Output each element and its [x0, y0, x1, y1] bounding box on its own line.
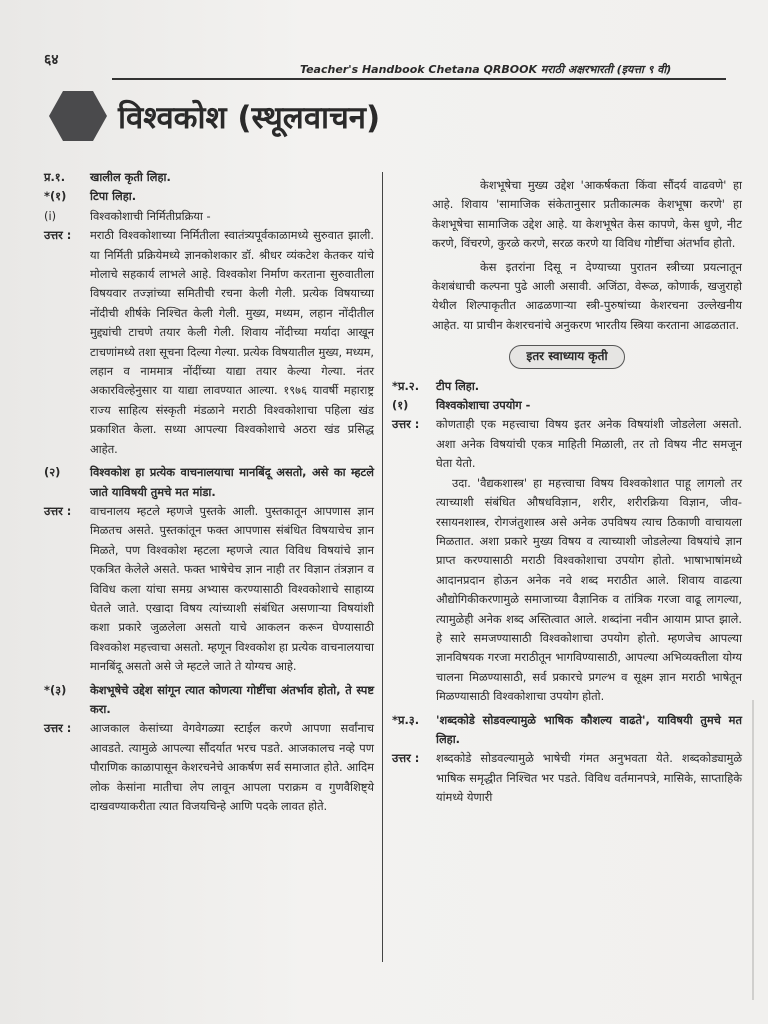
question-2: (२) विश्वकोश हा प्रत्येक वाचनालयाचा मानबिंदू असतो, असे का म्हटले जाते याविषयी तुमचे मत मांडा.	[44, 465, 374, 499]
section-title: इतर स्वाध्याय कृती	[509, 345, 624, 368]
hexagon-icon	[48, 90, 108, 142]
chapter-title: विश्वकोश (स्थूलवाचन)	[118, 100, 381, 136]
question-2-1: (१) विश्वकोशाचा उपयोग -	[392, 398, 531, 413]
answer-2: उत्तर : वाचनालय म्हटले म्हणजे पुस्तके आली. पुस्तकातून आपणास ज्ञान मिळतच असते. पुस्तकांतून फक्त आपणास संबंधित विषयाचेच ज्ञान मिळते, पण विश्वकोश म्हटला म्हणजे त्यात विविध विषयांचे ज्ञान एकत्रित केलेले असते. फक्त भाषेचेच ज्ञान नाही तर विज्ञान तंत्रज्ञान व विविध कला यांचा समग्र अभ्यास करण्यासाठी विश्वकोशाचे साहाय्य घेतले जाते. एखादा विषय त्यांच्याशी संबंधित असणाऱ्या विषयांशी कशा प्रकारे जुळलेला असतो याचे आकलन करून घेण्यासाठी विश्वकोश महत्त्वाचा असतो. म्हणून विश्वकोश हा प्रत्येक वाचनालयाचा मानबिंदू असतो असे जे म्हटले जाते ते योग्यच आहे.	[44, 503, 374, 674]
left-column	[44, 168, 374, 816]
section-heading	[392, 345, 742, 368]
answer-1: उत्तर : मराठी विश्वकोशाच्या निर्मितीला स्वातंत्र्यपूर्वकाळामध्ये सुरुवात झाली. या निर्मिती प्रक्रियेमध्ये ज्ञानकोशकार डॉ. श्रीधर व्यंकटेश केतकर यांचे मोलाचे सहकार्य लाभले आहे. विश्वकोश निर्माण करताना सुरुवातीला विषयवार तज्ज्ञांच्या समितीची रचना केली गेली. प्रत्येक विषयाच्या नोंदीची शीर्षके निश्चित केली गेली. मुख्य, मध्यम, लहान नोंदीतील मुद्द्यांची टाचणे तयार केली गेली. शिवाय नोंदीच्या मर्यादा आखून टाचणांमध्ये तशा सूचना दिल्या गेल्या. प्रत्येक विषयातील मुख्य, मध्यम, लहान व नाममात्र नोंदींच्या याद्या तयार केल्या गेल्या. नंतर अकारविल्हेनुसार या याद्या लावण्यात आल्या. १९७६ यावर्षी महाराष्ट्र राज्य साहित्य संस्कृती मंडळाने मराठी विश्वकोशाचा पहिला खंड प्रकाशित केला. सध्या आपल्या विश्वकोशाचे अठरा खंड प्रसिद्ध आहेत.	[44, 228, 374, 456]
answer-2-1: उत्तर : कोणताही एक महत्त्वाचा विषय इतर अनेक विषयांशी जोडलेला असतो. अशा अनेक विषयांची एकत्र माहिती मिळाली, तर तो विषय नीट समजून घेता येतो.	[392, 417, 742, 471]
question-1a: *(१) टिपा लिहा.	[44, 189, 137, 204]
question-3: *प्र.३. 'शब्दकोडे सोडवल्यामुळे भाषिक कौशल्य वाढते', याविषयी तुमचे मत लिहा.	[392, 712, 742, 746]
column-divider	[382, 172, 383, 962]
answer-3: उत्तर : शब्दकोडे सोडवल्यामुळे भाषेची गंमत अनुभवता येते. शब्दकोड्यामुळे भाषिक समृद्धीत निश्चित भर पडते. विविध वर्तमानपत्रे, मासिके, साप्ताहिके यांमध्ये येणारी	[392, 751, 742, 805]
paragraph: केस इतरांना दिसू न देण्याच्या पुरातन स्त्रीच्या प्रयत्नातून केशबंधाची कल्पना पुढे आली असावी. अजिंठा, वेरूळ, कोणार्क, खजुराहो येथील शिल्पाकृतीत आढळणाऱ्या स्त्री-पुरुषांच्या केशरचना उल्लेखनीय आहेत. या प्राचीन केशरचनांचे अनुकरण भारतीय स्त्रिया करताना आढळतात.	[432, 259, 742, 332]
question-1: प्र.१. खालील कृती लिहा.	[44, 170, 171, 184]
question-2: *प्र.२. टीप लिहा.	[392, 378, 480, 393]
page-edge	[752, 700, 754, 1000]
page-number: ६४	[44, 52, 59, 68]
running-header: Teacher's Handbook Chetana QRBOOK मराठी अक्षरभारती (इयत्ता ९ वी)	[300, 63, 672, 76]
sub-question-i: (i) विश्वकोशाची निर्मितीप्रक्रिया -	[44, 208, 211, 223]
paragraph: केशभूषेचा मुख्य उद्देश 'आकर्षकता किंवा सौंदर्य वाढवणे' हा आहे. शिवाय 'सामाजिक संकेतानुसार प्रतीकात्मक केशभूषा करणे' हा केशभूषेचा सामाजिक उद्देश आहे. या केशभूषेत केस कापणे, केस धुणे, नीट करणे, विंचरणे, कुरळे करणे, सरळ करणे या विविध गोष्टींचा अंतर्भाव होतो.	[432, 178, 742, 251]
header-rule	[112, 78, 726, 80]
answer-3: उत्तर : आजकाल केसांच्या वेगवेगळ्या स्टाईल करणे आपणा सर्वांनाच आवडते. त्यामुळे आपल्या सौंदर्यात भरच पडते. आजकालच नव्हे पण पौराणिक काळापासून केशरचनेचे आकर्षण सर्व समाजात होते. आदिम लोक केसांना मातीचा लेप लावून आपला पराक्रम व गुणवैशिष्ट्ये दाखवण्याकरीता त्यात विजयचिन्हे आणि पदके लावत होते.	[44, 721, 374, 813]
right-column	[392, 176, 742, 808]
paragraph: उदा. 'वैद्यकशास्त्र' हा महत्त्वाचा विषय विश्वकोशात पाहू लागलो तर त्याच्याशी संबंधित औषधविज्ञान, शरीर, शरीरक्रिया विज्ञान, जीव-रसायनशास्त्र, रोगजंतुशास्त्र असे अनेक उपविषय त्याच ठिकाणी वाचायला मिळतात. अशा प्रकारे मुख्य विषय व त्याच्याशी जोडलेल्या विषयांचे ज्ञान प्राप्त करण्यासाठी मराठी विश्वकोशाचा उपयोग होतो. भाषाभाषांमध्ये आदानप्रदान होऊन अनेक नवे शब्द मराठीत आले. शिवाय वाढत्या औद्योगिकीकरणामुळे समाजाच्या वैज्ञानिक व तांत्रिक गरजा वाढू लागल्या, त्यामुळेही अनेक शब्द अस्तित्वात आले. शब्दांना नवीन आयाम प्राप्त झाले. हे सारे समजण्यासाठी विश्वकोशाचा उपयोग होतो. म्हणजेच आपल्या ज्ञानविषयक गरजा मराठीतून भागविण्यासाठी, आपल्या अभिव्यक्तीला योग्य चालना मिळण्यासाठी, सर्व प्रकारचे प्रगल्भ व सूक्ष्म ज्ञान मराठी भाषेतून मिळण्यासाठी विश्वकोशाचा उपयोग होतो.	[436, 475, 742, 704]
question-3: *(३) केशभूषेचे उद्देश सांगून त्यात कोणत्या गोष्टींचा अंतर्भाव होतो, ते स्पष्ट करा.	[44, 682, 374, 716]
